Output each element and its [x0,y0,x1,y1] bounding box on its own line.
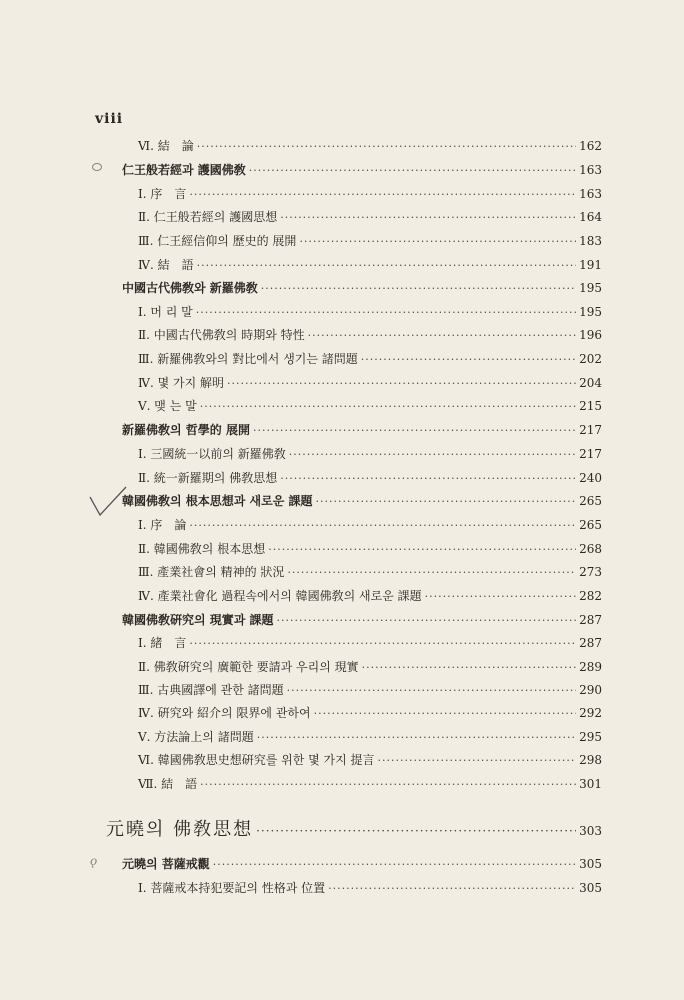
dot-leader [277,614,577,627]
dot-leader [197,259,576,272]
dot-leader [189,519,576,532]
toc-entry [138,879,602,896]
toc-entry-page: 287 [579,613,602,627]
dot-leader [196,306,576,319]
toc-entry [138,303,602,320]
toc-entry-page: 282 [579,589,602,603]
toc-entry [138,469,602,486]
dot-leader [287,684,576,697]
toc-entry [138,445,602,462]
toc-entry-page: 240 [579,471,602,485]
toc-entry [138,681,602,698]
toc-entry-title: Ⅳ. 硏究와 紹介의 限界에 관하여 [138,706,311,720]
toc-entry-page: 265 [579,494,602,508]
toc-entry-page: 162 [579,139,602,153]
toc-entry-title: Ⅰ. 菩薩戒本持犯要記의 性格과 位置 [138,881,326,895]
toc-entry-title: Ⅳ. 몇 가지 解明 [138,376,225,390]
toc-entry [138,374,602,391]
toc-entry-page: 196 [579,328,602,342]
toc-entry [138,326,602,343]
toc-entry-title: Ⅵ. 韓國佛敎思史想硏究를 위한 몇 가지 提言 [138,753,375,767]
toc-entry-page: 265 [579,518,602,532]
toc-entry-page: 268 [579,542,602,556]
toc-entry [138,516,602,533]
handwritten-circle-mark [92,163,102,171]
toc-entry-title: 仁王般若經과 護國佛敎 [122,163,246,177]
toc-entry-page: 303 [579,824,602,838]
dot-leader [227,377,576,390]
toc-entry-page: 202 [579,352,602,366]
toc-entry [138,397,602,414]
dot-leader [308,329,576,342]
toc-entry-page: 195 [579,281,602,295]
dot-leader [256,824,576,838]
toc-entry-title: 新羅佛敎의 哲學的 展開 [122,423,250,437]
toc-entry-title: Ⅰ. 序 言 [138,187,187,201]
dot-leader [280,211,576,224]
toc-entry-title: 韓國佛敎硏究의 現實과 課題 [122,613,274,627]
toc-entry-page: 163 [579,163,602,177]
dot-leader [213,858,576,871]
toc-entry-title: Ⅱ. 中國古代佛敎의 時期와 特性 [138,328,305,342]
toc-entry-page: 191 [579,258,602,272]
dot-leader [200,400,576,413]
toc-entry-title: 元曉의 佛敎思想 [106,819,254,840]
toc-entry-page: 287 [579,636,602,650]
toc-entry-page: 217 [579,447,602,461]
toc-entry-title: Ⅴ. 方法論上의 諸問題 [138,730,254,744]
dot-leader [197,140,576,153]
dot-leader [378,754,577,767]
toc-entry-title: Ⅱ. 仁王般若經의 護國思想 [138,210,278,224]
toc-entry-page: 204 [579,376,602,390]
toc-entry-page: 295 [579,730,602,744]
toc-entry [138,634,602,651]
toc-entry [138,587,602,604]
toc-entry-title: 韓國佛敎의 根本思想과 새로운 課題 [122,494,313,508]
toc-entry-title: Ⅴ. 맺 는 말 [138,399,197,413]
toc-entry-page: 290 [579,683,602,697]
toc-entry [138,350,602,367]
dot-leader [361,353,576,366]
dot-leader [425,590,576,603]
toc-entry [138,563,602,580]
handwritten-q-mark: ǫ [90,854,98,868]
dot-leader [261,282,576,295]
dot-leader [189,188,576,201]
dot-leader [299,235,576,248]
toc-entry-title: 中國古代佛敎와 新羅佛敎 [122,281,258,295]
toc-entry-title: Ⅰ. 三國統一以前의 新羅佛敎 [138,447,286,461]
toc-entry-page: 301 [579,777,602,791]
toc-entry-title: Ⅰ. 머 리 말 [138,305,193,319]
toc-entry [138,232,602,249]
toc-entry [138,775,602,792]
toc-entry-title: Ⅵ. 結 論 [138,139,194,153]
toc-entry-title: Ⅰ. 緒 言 [138,636,187,650]
toc-entry-page: 305 [579,857,602,871]
dot-leader [287,566,576,579]
toc-entry-title: Ⅰ. 序 論 [138,518,187,532]
toc-entry [138,208,602,225]
dot-leader [200,778,576,791]
toc-entry-title: Ⅲ. 產業社會의 精神的 狀況 [138,565,285,579]
dot-leader [314,707,576,720]
toc-entry-page: 217 [579,423,602,437]
toc-entry-title: Ⅳ. 產業社會化 過程속에서의 韓國佛敎의 새로운 課題 [138,589,422,603]
toc-entry-page: 215 [579,399,602,413]
dot-leader [328,882,576,895]
toc-entry [122,279,602,296]
toc-entry-title: 元曉의 菩薩戒觀 [122,857,210,871]
toc-entry-page: 298 [579,753,602,767]
toc-entry-title: Ⅲ. 新羅佛敎와의 對比에서 생기는 諸問題 [138,352,358,366]
toc-entry [138,704,602,721]
dot-leader [268,543,576,556]
dot-leader [257,731,576,744]
toc-entry-title: Ⅱ. 佛敎硏究의 廣範한 要請과 우리의 現實 [138,660,359,674]
toc-entry-title: Ⅲ. 仁王經信仰의 歷史的 展開 [138,234,297,248]
toc-entry-page: 195 [579,305,602,319]
toc-entry [122,855,602,872]
toc-entry [122,611,602,628]
dot-leader [316,495,577,508]
toc-entry-title: Ⅱ. 韓國佛敎의 根本思想 [138,542,266,556]
toc-entry-page: 292 [579,706,602,720]
toc-entry [122,161,602,178]
toc-entry [138,185,602,202]
toc-entry [122,421,602,438]
toc-entry [138,728,602,745]
dot-leader [289,448,576,461]
toc-entry-page: 164 [579,210,602,224]
toc-entry [122,492,602,509]
dot-leader [249,164,576,177]
toc-entry [138,137,602,154]
toc-entry-title: Ⅲ. 古典國譯에 관한 諸問題 [138,683,284,697]
dot-leader [253,424,576,437]
dot-leader [189,637,576,650]
toc-entry-page: 305 [579,881,602,895]
dot-leader [362,661,576,674]
toc-entry-title: Ⅱ. 統一新羅期의 佛敎思想 [138,471,278,485]
toc-entry-title: Ⅳ. 結 語 [138,258,194,272]
dot-leader [280,472,576,485]
toc-entry-page: 183 [579,234,602,248]
page-number: viii [95,111,124,127]
toc-entry [138,256,602,273]
toc-entry [106,815,602,841]
toc-entry-title: Ⅶ. 結 語 [138,777,198,791]
toc-entry-page: 289 [579,660,602,674]
toc-entry-page: 273 [579,565,602,579]
toc-entry [138,658,602,675]
toc-entry-page: 163 [579,187,602,201]
toc-entry [138,751,602,768]
toc-entry [138,540,602,557]
